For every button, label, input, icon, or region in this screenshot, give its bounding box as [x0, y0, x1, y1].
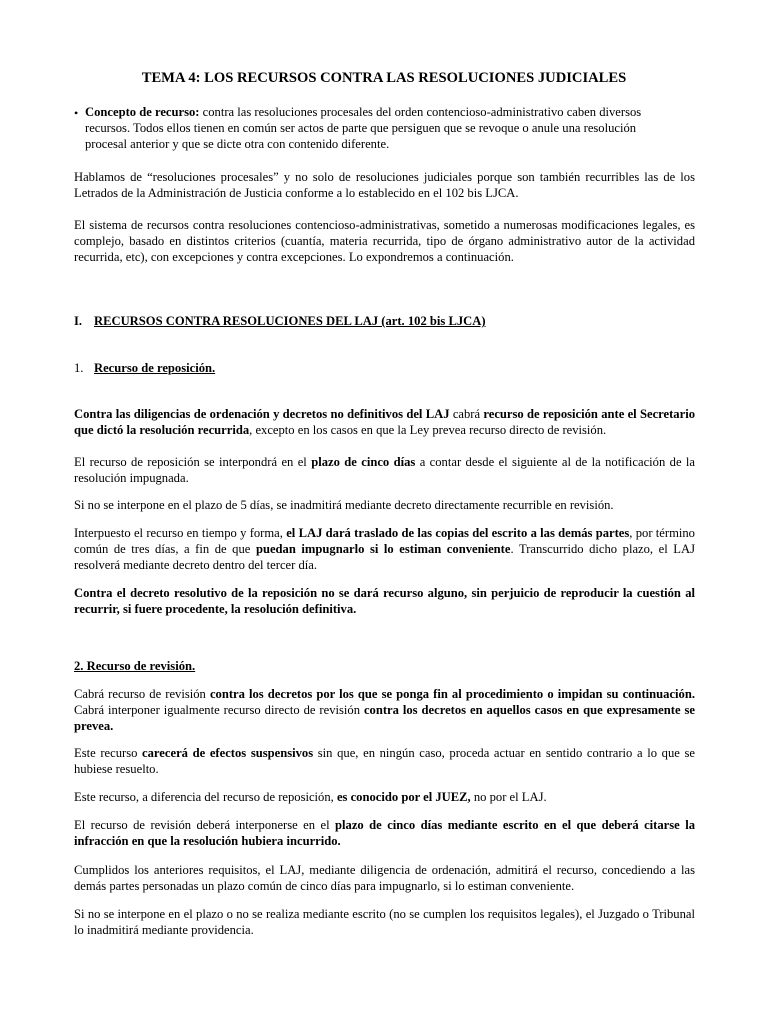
page-title: TEMA 4: LOS RECURSOS CONTRA LAS RESOLUCIONES JUDICIALES	[141, 70, 627, 86]
intro-paragraph-2: El sistema de recursos contra resoluciones contencioso-administrativas, sometido a numerosas modificaciones legales, es complejo, basado en distintos criterios (cuantía, materia recurrida, tipo de órgano administrativo autor de la actividad recurrida, etc), con excepciones y contra excepciones. Lo expondremos a continuación.	[74, 218, 695, 265]
subsection-number: 1.	[74, 361, 84, 375]
bullet-icon: •	[74, 106, 79, 120]
revision-paragraph-4: El recurso de revisión deberá interponerse en el plazo de cinco días mediante escrito en el que deberá citarse la infracción en que la resolución hubiera incurrido.	[74, 818, 695, 849]
reposicion-paragraph-4: Interpuesto el recurso en tiempo y forma, el LAJ dará traslado de las copias del escrito a las demás partes, por término común de tres días, a fin de que puedan impugnarlo si lo estiman conveniente. Transcurrido dicho plazo, el LAJ resolverá mediante decreto dentro del tercer día.	[74, 526, 695, 573]
concept-text: contra las resoluciones procesales del orden contencioso-administrativo caben diversos recursos. Todos ellos tienen en común ser actos de parte que persiguen que se revoque o anule una resolución procesal anterior y que se dicte otra con contenido diferente.	[85, 105, 642, 152]
revision-paragraph-6: Si no se interpone en el plazo o no se realiza mediante escrito (no se cumplen los requisitos legales), el Juzgado o Tribunal lo inadmitirá mediante providencia.	[74, 907, 695, 938]
revision-paragraph-3: Este recurso, a diferencia del recurso de reposición, es conocido por el JUEZ, no por el LAJ.	[74, 790, 547, 804]
concept-paragraph	[85, 104, 661, 153]
reposicion-paragraph-5: Contra el decreto resolutivo de la reposición no se dará recurso alguno, sin perjuicio de reproducir la cuestión al recurrir, si fuere procedente, la resolución definitiva.	[74, 586, 695, 617]
concept-term: Concepto de recurso:	[85, 105, 200, 119]
subsection-heading-reposicion: Recurso de reposición.	[94, 361, 216, 375]
revision-paragraph-1: Cabrá recurso de revisión contra los decretos por los que se ponga fin al procedimiento o impidan su continuación. Cabrá interponer igualmente recurso directo de revisión contra los decretos en aquellos casos en que expresamente se prevea.	[74, 687, 695, 734]
revision-paragraph-5: Cumplidos los anteriores requisitos, el LAJ, mediante diligencia de ordenación, admitirá el recurso, concediendo a las demás partes personadas un plazo común de cinco días para impugnarlo, si lo estiman conveniente.	[74, 863, 695, 894]
reposicion-paragraph-2: El recurso de reposición se interpondrá en el plazo de cinco días a contar desde el siguiente al de la notificación de la resolución impugnada.	[74, 455, 696, 486]
revision-paragraph-2: Este recurso carecerá de efectos suspensivos sin que, en ningún caso, proceda actuar en sentido contrario a lo que se hubiese resuelto.	[74, 746, 695, 777]
intro-paragraph-1: Hablamos de “resoluciones procesales” y no solo de resoluciones judiciales porque son también recurribles las de los Letrados de la Administración de Justicia conforme a lo establecido en el 102 bis LJCA.	[74, 170, 695, 201]
subsection-heading-revision: 2. Recurso de revisión.	[74, 659, 196, 673]
reposicion-paragraph-3: Si no se interpone en el plazo de 5 días, se inadmitirá mediante decreto directamente recurrible en revisión.	[74, 498, 614, 512]
section-heading: RECURSOS CONTRA RESOLUCIONES DEL LAJ (art. 102 bis LJCA)	[94, 314, 486, 328]
section-number: I.	[74, 314, 83, 328]
reposicion-paragraph-1: Contra las diligencias de ordenación y decretos no definitivos del LAJ cabrá recurso de reposición ante el Secretario que dictó la resolución recurrida, excepto en los casos en que la Ley prevea recurso directo de revisión.	[74, 407, 695, 438]
